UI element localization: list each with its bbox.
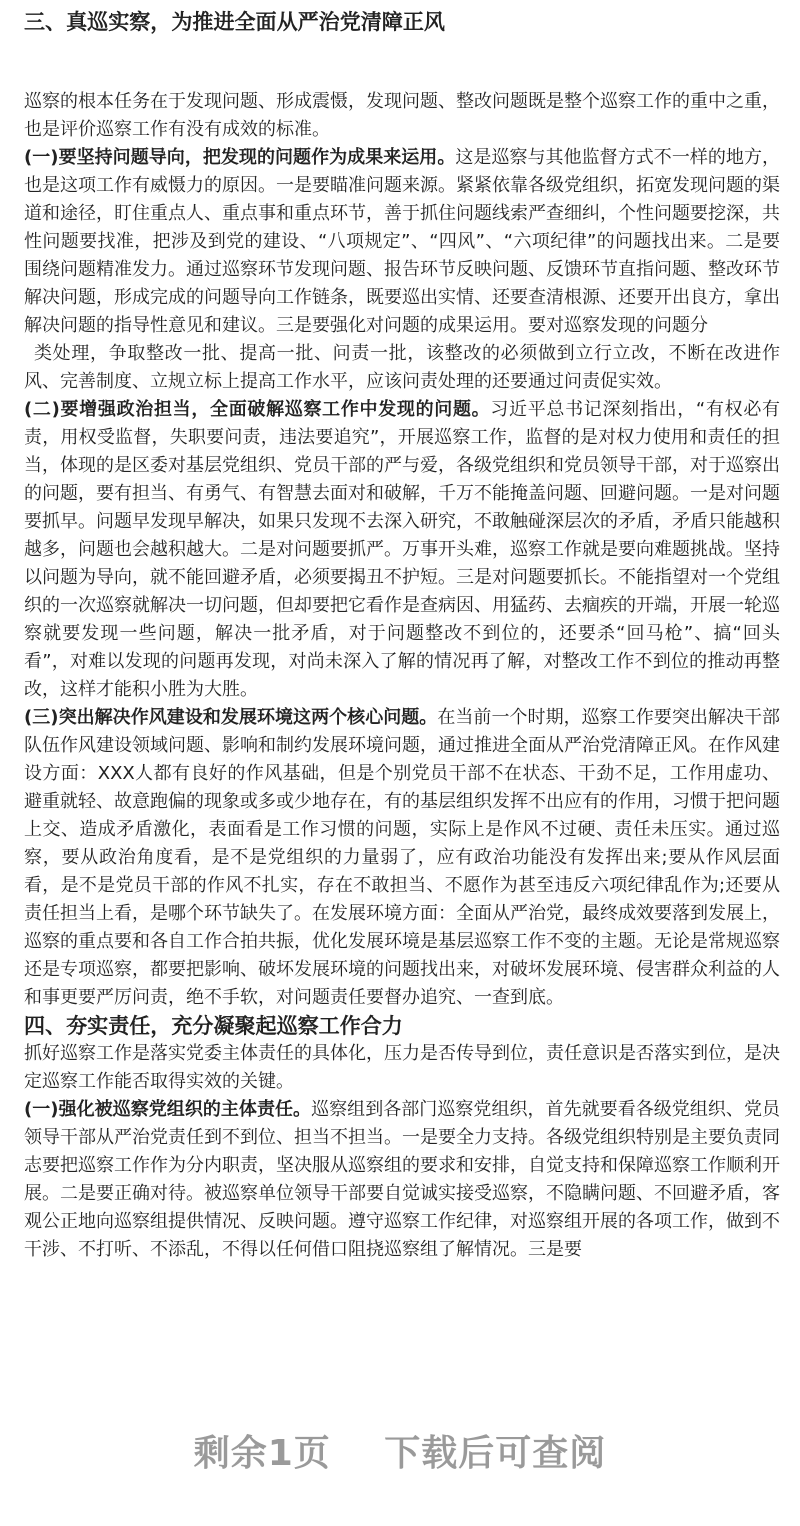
download-to-view-label[interactable]: 下载后可查阅 <box>384 1433 607 1474</box>
section-3-intro: 巡察的根本任务在于发现问题、形成震慑，发现问题、整改问题既是整个巡察工作的重中之重，也是评价巡察工作有没有成效的标准。 <box>24 91 780 140</box>
section-3-heading: 三、真巡实察，为推进全面从严治党清障正风 <box>24 9 445 34</box>
section-3-paragraph-1 <box>24 144 780 340</box>
paragraph-lead: (一)强化被巡察党组织的主体责任。 <box>24 1099 312 1120</box>
section-3-paragraph-2 <box>24 396 780 704</box>
section-3-paragraph-3 <box>24 704 780 1012</box>
paragraph-lead: (二)要增强政治担当，全面破解巡察工作中发现的问题。 <box>24 399 491 420</box>
section-4-heading: 四、夯实责任，充分凝聚起巡察工作合力 <box>24 1013 403 1038</box>
download-prompt[interactable] <box>0 1425 800 1476</box>
paragraph-lead: (三)突出解决作风建设和发展环境这两个核心问题。 <box>24 707 438 728</box>
paragraph-body: 巡察组到各部门巡察党组织，首先就要看各级党组织、党员领导干部从严治党责任到不到位、担当不担当。一是要全力支持。各级党组织特别是主要负责同志要把巡察工作作为分内职责，坚决服从巡察组的要求和安排，自觉支持和保障巡察工作顺利开展。二是要正确对待。被巡察单位领导干部要自觉诚实接受巡察，不隐瞒问题、不回避矛盾，客观公正地向巡察组提供情况、反映问题。遵守巡察工作纪律，对巡察组开展的各项工作，做到不干涉、不打听、不添乱，不得以任何借口阻挠巡察组了解情况。三是要 <box>24 1099 780 1260</box>
section-4-paragraph-1 <box>24 1096 780 1264</box>
spacer <box>24 36 780 88</box>
paragraph-body: 在当前一个时期，巡察工作要突出解决干部队伍作风建设领域问题、影响和制约发展环境问题，通过推进全面从严治党清障正风。在作风建设方面：XXX人都有良好的作风基础，但是个别党员干部不在状态、干劲不足，工作用虚功、避重就轻、故意跑偏的现象或多或少地存在，有的基层组织发挥不出应有的作用，习惯于把问题上交、造成矛盾激化，表面看是工作习惯的问题，实际上是作风不过硬、责任未压实。通过巡察，要从政治角度看，是不是党组织的力量弱了，应有政治功能没有发挥出来;要从作风层面看，是不是党员干部的作风不扎实，存在不敢担当、不愿作为甚至违反六项纪律乱作为;还要从责任担当上看，是哪个环节缺失了。在发展环境方面：全面从严治党，最终成效要落到发展上，巡察的重点要和各自工作合拍共振，优化发展环境是基层巡察工作不变的主题。无论是常规巡察还是专项巡察，都要把影响、破坏发展环境的问题找出来，对破坏发展环境、侵害群众利益的人和事更要严厉问责，绝不手软，对问题责任要督办追究、一查到底。 <box>24 707 781 1008</box>
document-body <box>24 8 780 1264</box>
paragraph-body: 这是巡察与其他监督方式不一样的地方，也是这项工作有威慑力的原因。一是要瞄准问题来源。紧紧依靠各级党组织，拓宽发现问题的渠道和途径，盯住重点人、重点事和重点环节，善于抓住问题线索严查细纠，个性问题要挖深，共性问题要找准，把涉及到党的建设、“八项规定”、“四风”、“六项纪律”的问题找出来。二是要围绕问题精准发力。通过巡察环节发现问题、报告环节反映问题、反馈环节直指问题、整改环节解决问题，形成完成的问题导向工作链条，既要巡出实情、还要查清根源、还要开出良方，拿出解决问题的指导性意见和建议。三是要强化对问题的成果运用。要对巡察发现的问题分 <box>24 147 780 336</box>
remaining-pages-label: 剩余1页 <box>193 1433 331 1474</box>
section-4-intro: 抓好巡察工作是落实党委主体责任的具体化，压力是否传导到位，责任意识是否落实到位，是决定巡察工作能否取得实效的关键。 <box>24 1043 780 1092</box>
paragraph-body: 习近平总书记深刻指出，“有权必有责，用权受监督，失职要问责，违法要追究”，开展巡察工作，监督的是对权力使用和责任的担当，体现的是区委对基层党组织、党员干部的严与爱，各级党组织和党员领导干部，对于巡察出的问题，要有担当、有勇气、有智慧去面对和破解，千万不能掩盖问题、回避问题。一是对问题要抓早。问题早发现早解决，如果只发现不去深入研究，不敢触碰深层次的矛盾，矛盾只能越积越多，问题也会越积越大。二是对问题要抓严。万事开头难，巡察工作就是要向难题挑战。坚持以问题为导向，就不能回避矛盾，必须要揭丑不护短。三是对问题要抓长。不能指望对一个党组织的一次巡察就解决一切问题，但却要把它看作是查病因、用猛药、去痼疾的开端，开展一轮巡察就要发现一些问题，解决一批矛盾，对于问题整改不到位的，还要杀“回马枪”、搞“回头看”，对难以发现的问题再发现，对尚未深入了解的情况再了解，对整改工作不到位的推动再整改，这样才能积小胜为大胜。 <box>24 399 781 700</box>
section-3-paragraph-1-continued: 类处理，争取整改一批、提高一批、问责一批，该整改的必须做到立行立改，不断在改进作风、完善制度、立规立标上提高工作水平，应该问责处理的还要通过问责促实效。 <box>24 343 780 392</box>
paragraph-lead: (一)要坚持问题导向，把发现的问题作为成果来运用。 <box>24 147 456 168</box>
